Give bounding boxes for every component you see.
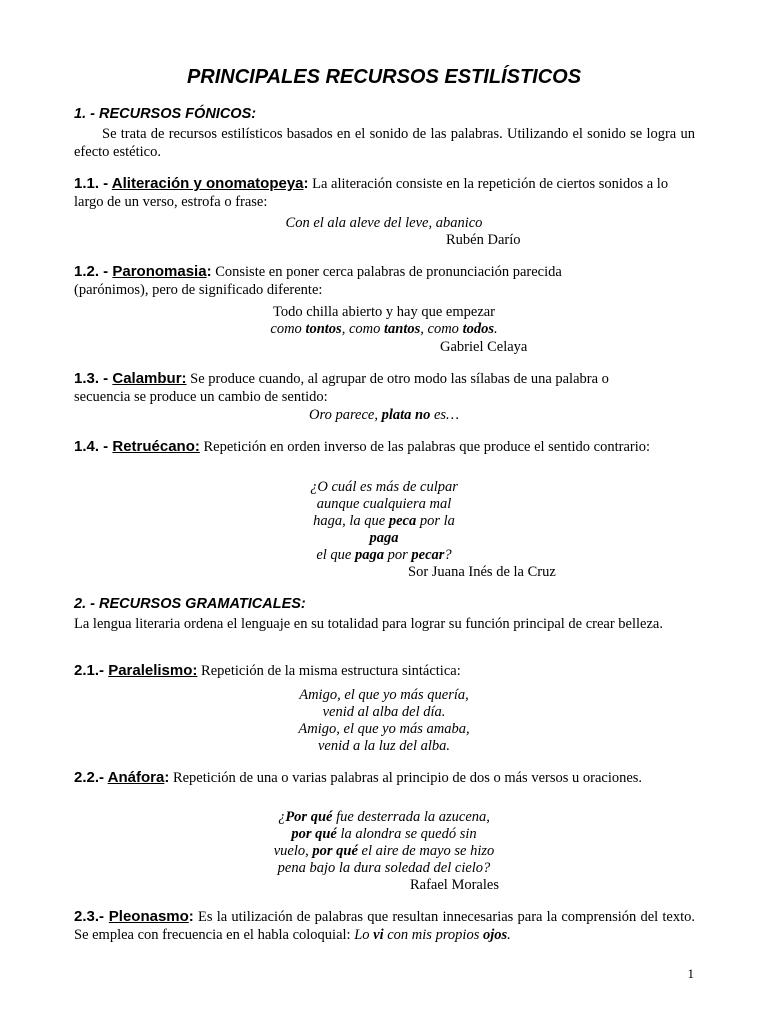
verse-emphasis: Por qué xyxy=(285,809,333,825)
verse-text: , como xyxy=(420,321,463,337)
subsection-number: 2.2.- xyxy=(74,769,108,786)
term-description: La aliteración consiste en la repetición de ciertos sonidos a lo largo de un verso, estrofa o frase: xyxy=(74,176,669,210)
verse-text: ? xyxy=(444,547,452,563)
subsection-number: 2.1.- xyxy=(74,662,109,679)
section-heading-fonicos: 1. - RECURSOS FÓNICOS: xyxy=(74,106,257,122)
verse-text: el aire de mayo se hizo xyxy=(357,843,495,859)
page-title: PRINCIPALES RECURSOS ESTILÍSTICOS xyxy=(186,66,582,88)
verse-text: Oro parece, xyxy=(309,407,382,423)
verse-author: Gabriel Celaya xyxy=(440,339,528,355)
verse-line: paga xyxy=(369,530,399,546)
subsection-retruecano xyxy=(74,438,664,456)
verse-text: , como xyxy=(341,321,384,337)
term-pleonasmo: Pleonasmo xyxy=(108,908,189,925)
term-description: Repetición de la misma estructura sintáctica: xyxy=(197,663,461,679)
verse-text: el que xyxy=(316,547,355,563)
verse-emphasis: plata no xyxy=(381,407,431,423)
term-retruecano: Retruécano: xyxy=(112,438,200,455)
example-emphasis: ojos xyxy=(482,927,508,943)
verse-text: ¿ xyxy=(278,809,286,825)
example-text: . xyxy=(507,927,511,943)
verse-emphasis: todos xyxy=(462,321,494,337)
verse-line xyxy=(0,407,768,424)
verse-text: como xyxy=(270,321,306,337)
subsection-paronomasia xyxy=(74,263,634,299)
verse-line: ¿O cuál es más de culpar xyxy=(310,479,458,495)
section-intro-fonicos: Se trata de recursos estilísticos basados en el sonido de las palabras. Utilizando el sonido se logra un efecto estético. xyxy=(74,126,695,160)
subsection-number: 1.3. - xyxy=(74,370,113,387)
term-description: Repetición en orden inverso de las palabras que produce el sentido contrario: xyxy=(199,439,651,455)
verse-author: Sor Juana Inés de la Cruz xyxy=(408,564,556,580)
verse-line xyxy=(0,321,768,338)
verse-text: vuelo, xyxy=(273,843,313,859)
subsection-number: 1.1. - xyxy=(74,175,112,192)
term-paralelismo: Paralelismo: xyxy=(108,662,198,679)
subsection-anafora xyxy=(74,769,695,787)
term-aliteracion: Aliteración y onomatopeya xyxy=(111,175,304,192)
verse-text: la alondra se quedó sin xyxy=(336,826,477,842)
verse-line: venid al alba del día. xyxy=(322,704,446,720)
subsection-number: 1.2. - xyxy=(74,263,113,280)
verse-line: Con el ala aleve del leve, abanico xyxy=(285,215,483,231)
verse-author: Rubén Darío xyxy=(446,232,521,248)
subsection-calambur xyxy=(74,370,654,406)
page-number: 1 xyxy=(687,966,694,981)
section-intro-gramaticales: La lengua literaria ordena el lenguaje en su totalidad para lograr su función principal de crear belleza. xyxy=(74,616,663,632)
verse-text: fue desterrada la azucena, xyxy=(332,809,490,825)
term-paronomasia: Paronomasia xyxy=(112,263,207,280)
verse-line: venid a la luz del alba. xyxy=(317,738,451,754)
verse-emphasis: por qué xyxy=(291,826,337,842)
term-colon: : xyxy=(188,908,194,925)
verse-emphasis: tontos xyxy=(305,321,342,337)
verse-line xyxy=(0,547,768,564)
verse-emphasis: paga xyxy=(354,547,384,563)
subsection-number: 1.4. - xyxy=(74,438,113,455)
verse-emphasis: peca xyxy=(388,513,417,529)
example-phrase xyxy=(354,927,511,943)
subsection-pleonasmo xyxy=(74,908,695,944)
section-heading-gramaticales: 2. - RECURSOS GRAMATICALES: xyxy=(74,596,306,612)
verse-text: haga, la que xyxy=(313,513,389,529)
verse-line xyxy=(0,513,768,530)
term-anafora: Anáfora xyxy=(107,769,165,786)
verse-text: . xyxy=(493,321,498,337)
verse-line: Amigo, el que yo más quería, xyxy=(299,687,469,703)
example-emphasis: vi xyxy=(373,927,384,943)
verse-text: es… xyxy=(430,407,459,423)
subsection-aliteracion xyxy=(74,175,674,211)
verse-line xyxy=(0,826,768,843)
verse-emphasis: pecar xyxy=(411,547,445,563)
verse-emphasis: tantos xyxy=(384,321,421,337)
verse-text: por xyxy=(383,547,412,563)
term-description: Es la utilización de palabras que resultan innecesarias para la comprensión del texto. Se emplea con frecuencia en el habla coloquial: xyxy=(74,909,695,943)
subsection-paralelismo xyxy=(74,662,714,680)
verse-author: Rafael Morales xyxy=(410,877,499,893)
verse-line: Amigo, el que yo más amaba, xyxy=(298,721,470,737)
verse-text: por la xyxy=(416,513,455,529)
verse-line xyxy=(0,843,768,860)
verse-line: Todo chilla abierto y hay que empezar xyxy=(272,304,496,320)
verse-line xyxy=(0,809,768,826)
term-description: Repetición de una o varias palabras al principio de dos o más versos u oraciones. xyxy=(169,770,643,786)
term-description: Consiste en poner cerca palabras de pronunciación parecida (parónimos), pero de significado diferente: xyxy=(74,264,562,298)
example-text: Lo xyxy=(354,927,374,943)
verse-line: pena bajo la dura soledad del cielo? xyxy=(277,860,491,876)
verse-line: aunque cualquiera mal xyxy=(316,496,452,512)
verse-emphasis: por qué xyxy=(312,843,358,859)
subsection-number: 2.3.- xyxy=(74,908,109,925)
term-colon: : xyxy=(303,175,309,192)
term-description: Se produce cuando, al agrupar de otro modo las sílabas de una palabra o secuencia se produce un cambio de sentido: xyxy=(74,371,609,405)
example-text: con mis propios xyxy=(383,927,483,943)
term-colon: : xyxy=(164,769,170,786)
term-calambur: Calambur: xyxy=(112,370,187,387)
term-colon: : xyxy=(206,263,212,280)
